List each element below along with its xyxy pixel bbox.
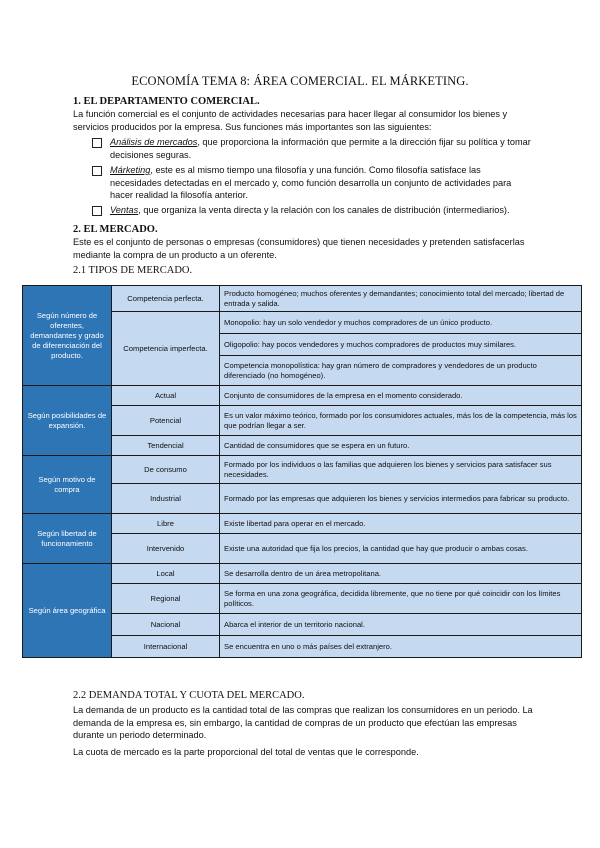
category-cell: Según posibilidades de expansión. xyxy=(23,386,112,456)
page-title: ECONOMÍA TEMA 8: ÁREA COMERCIAL. EL MÁRKETING. xyxy=(131,74,469,88)
description-cell: Es un valor máximo teórico, formado por los consumidores actuales, más los de la competencia, más los que podrían llegar a ser. xyxy=(220,406,582,436)
subtype-cell: Potencial xyxy=(112,406,220,436)
description-cell: Formado por los individuos o las familias que adquieren los bienes y servicios para satisfacer sus necesidades. xyxy=(220,456,582,484)
table-row xyxy=(23,286,582,312)
item-text: , que proporciona la información que permite a la dirección fijar su política y tomar decisiones seguras. xyxy=(110,137,531,160)
function-item-ventas xyxy=(92,204,532,217)
description-cell: Monopolio: hay un solo vendedor y muchos compradores de un único producto. xyxy=(220,312,582,334)
market-types-table xyxy=(22,285,582,658)
function-item-marketing xyxy=(92,164,532,202)
subtype-cell: Local xyxy=(112,564,220,584)
description-cell: Producto homogéneo; muchos oferentes y demandantes; conocimiento total del mercado; libertad de entrada y salida. xyxy=(220,286,582,312)
description-cell: Abarca el interior de un territorio nacional. xyxy=(220,614,582,636)
description-cell: Oligopolio: hay pocos vendedores y muchos compradores de productos muy similares. xyxy=(220,334,582,356)
category-cell: Según libertad de funcionamiento xyxy=(23,514,112,564)
table-row xyxy=(23,386,582,406)
demand-paragraph: La demanda de un producto es la cantidad total de las compras que realizan los consumidores en un periodo. La demanda de la empresa es, sin embargo, la cantidad de compras de un producto que efectúan las empresas durante un periodo determinado. xyxy=(73,705,533,741)
market-share-paragraph: La cuota de mercado es la parte proporcional del total de ventas que le corresponde. xyxy=(73,747,419,757)
section-1-heading: 1. EL DEPARTAMENTO COMERCIAL. xyxy=(73,96,260,107)
checkbox-icon xyxy=(92,166,102,176)
subtype-cell: Libre xyxy=(112,514,220,534)
checkbox-icon xyxy=(92,206,102,216)
subsection-2-2-heading: 2.2 DEMANDA TOTAL Y CUOTA DEL MERCADO. xyxy=(73,690,305,701)
term-ventas: Ventas xyxy=(110,205,139,215)
function-item-analysis xyxy=(92,136,532,161)
category-cell: Según motivo de compra xyxy=(23,456,112,514)
description-cell: Formado por las empresas que adquieren los bienes y servicios intermedios para fabricar su producto. xyxy=(220,484,582,514)
category-cell: Según área geográfica xyxy=(23,564,112,658)
subtype-cell: Regional xyxy=(112,584,220,614)
subtype-cell: Competencia perfecta. xyxy=(112,286,220,312)
term-marketing: Márketing xyxy=(110,165,151,175)
subtype-cell: Tendencial xyxy=(112,436,220,456)
section-1-intro: La función comercial es el conjunto de actividades necesarias para hacer llegar al consumidor los bienes y servicios producidos por la empresa. Sus funciones más importantes son las siguientes: xyxy=(73,109,508,132)
table-row xyxy=(23,564,582,584)
item-text: , este es al mismo tiempo una filosofía y una función. Como filosofía satisface las necesidades detectadas en el mercado y, como función desarrolla un conjunto de actividades para hacer realidad la filosofía anterior. xyxy=(110,165,512,201)
checkbox-icon xyxy=(92,138,102,148)
description-cell: Se desarrolla dentro de un área metropolitana. xyxy=(220,564,582,584)
description-cell: Se encuentra en uno o más países del extranjero. xyxy=(220,636,582,658)
item-text: , que organiza la venta directa y la relación con los canales de distribución (intermediarios). xyxy=(138,205,510,215)
description-cell: Existe libertad para operar en el mercado. xyxy=(220,514,582,534)
category-cell: Según número de oferentes, demandantes y grado de diferenciación del producto. xyxy=(23,286,112,386)
subtype-cell: Competencia imperfecta. xyxy=(112,312,220,386)
table-row xyxy=(23,456,582,484)
description-cell: Existe una autoridad que fija los precios, la cantidad que hay que producir o ambas cosas. xyxy=(220,534,582,564)
section-2-intro: Este es el conjunto de personas o empresas (consumidores) que tienen necesidades y pretenden satisfacerlas mediante la compra de un producto a un oferente. xyxy=(73,237,525,260)
description-cell: Se forma en una zona geográfica, decidida libremente, que no tiene por qué coincidir con los límites políticos. xyxy=(220,584,582,614)
description-cell: Competencia monopolística: hay gran número de compradores y vendedores de un producto diferenciado (no homogéneo). xyxy=(220,356,582,386)
section-2-heading: 2. EL MERCADO. xyxy=(73,224,158,235)
description-cell: Cantidad de consumidores que se espera en un futuro. xyxy=(220,436,582,456)
term-analisis: Análisis de mercados xyxy=(110,137,198,147)
subtype-cell: Intervenido xyxy=(112,534,220,564)
subtype-cell: Internacional xyxy=(112,636,220,658)
subsection-2-1-heading: 2.1 TIPOS DE MERCADO. xyxy=(73,265,193,276)
subtype-cell: Industrial xyxy=(112,484,220,514)
description-cell: Conjunto de consumidores de la empresa en el momento considerado. xyxy=(220,386,582,406)
subtype-cell: Nacional xyxy=(112,614,220,636)
table-row xyxy=(23,514,582,534)
subtype-cell: Actual xyxy=(112,386,220,406)
subtype-cell: De consumo xyxy=(112,456,220,484)
